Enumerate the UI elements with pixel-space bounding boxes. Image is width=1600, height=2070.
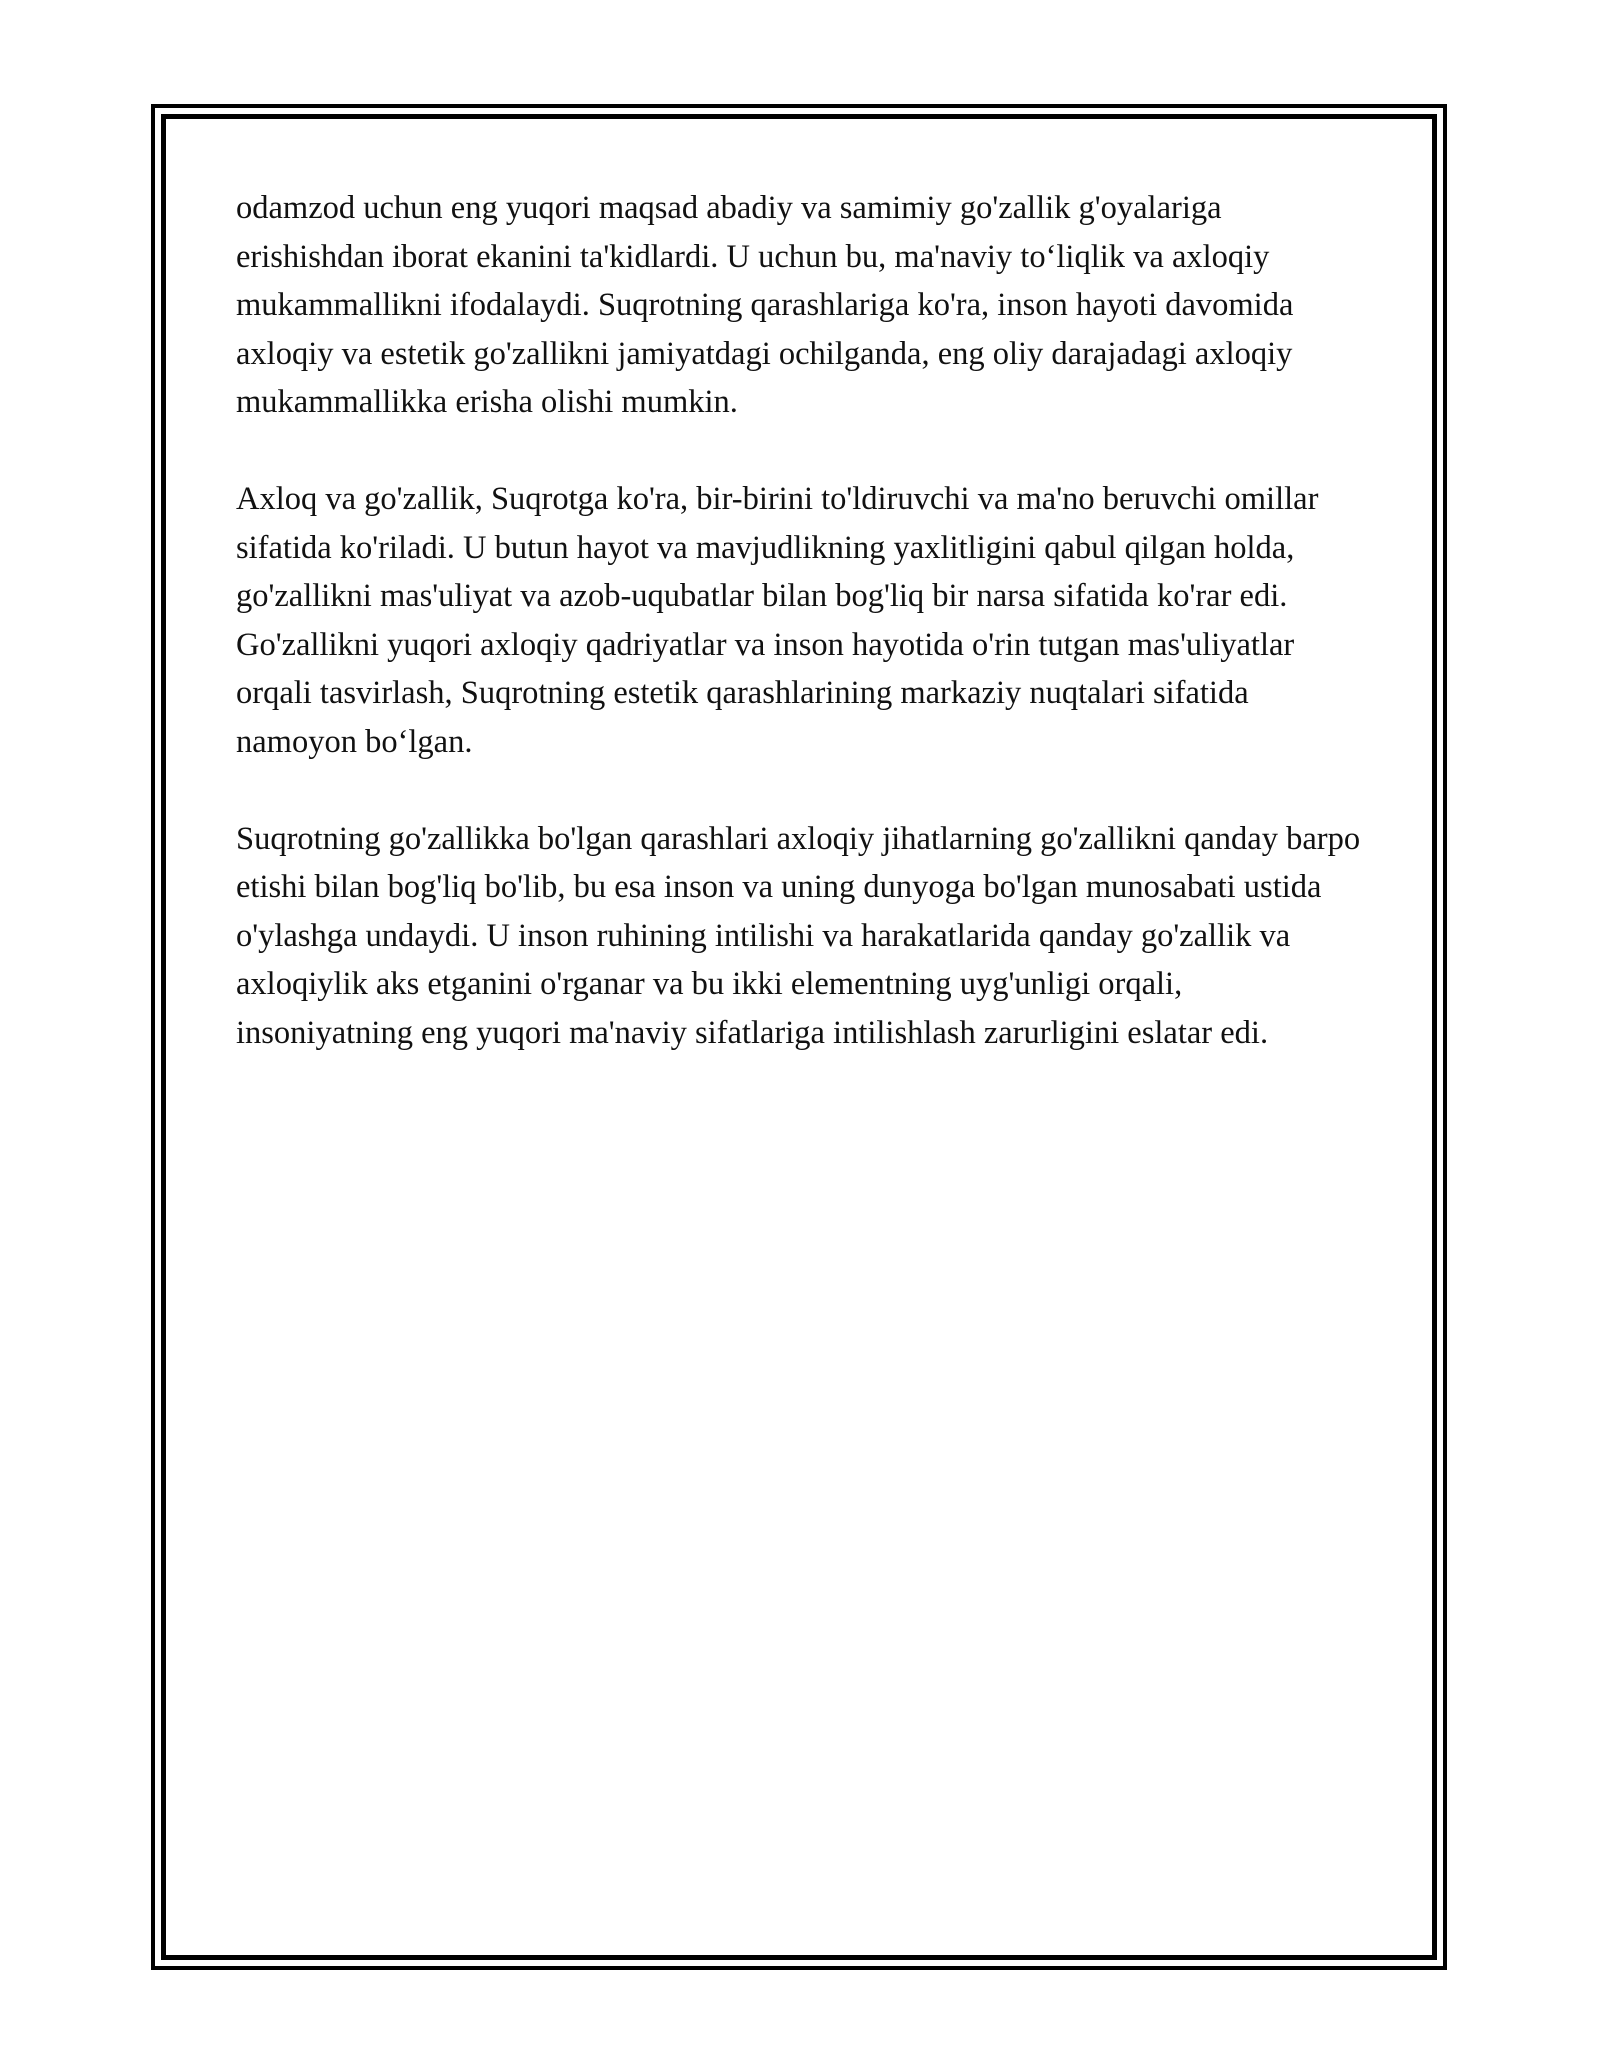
document-body (236, 184, 1366, 1106)
paragraph-2: Axloq va go'zallik, Suqrotga ko'ra, bir-birini to'ldiruvchi va ma'no beruvchi omillar sifatida ko'riladi. U butun hayot va mavjudlikning yaxlitligini qabul qilgan holda, go'zallikni mas'uliyat va azob-uqubatlar bilan bog'liq bir narsa sifatida ko'rar edi. Go'zallikni yuqori axloqiy qadriyatlar va inson hayotida o'rin tutgan mas'uliyatlar orqali tasvirlash, Suqrotning estetik qarashlarining markaziy nuqtalari sifatida namoyon bo‘lgan. (236, 481, 1319, 760)
paragraph-1: odamzod uchun eng yuqori maqsad abadiy va samimiy go'zallik g'oyalariga erishishdan iborat ekanini ta'kidlardi. U uchun bu, ma'naviy to‘liqlik va axloqiy mukammallikni ifodalaydi. Suqrotning qarashlariga ko'ra, inson hayoti davomida axloqiy va estetik go'zallikni jamiyatdagi ochilganda, eng oliy darajadagi axloqiy mukammallikka erisha olishi mumkin. (236, 190, 1294, 420)
paragraph-3: Suqrotning go'zallikka bo'lgan qarashlari axloqiy jihatlarning go'zallikni qanday barpo etishi bilan bog'liq bo'lib, bu esa inson va uning dunyoga bo'lgan munosabati ustida o'ylashga undaydi. U inson ruhining intilishi va harakatlarida qanday go'zallik va axloqiylik aks etganini o'rganar va bu ikki elementning uyg'unligi orqali, insoniyatning eng yuqori ma'naviy sifatlariga intilishlash zarurligini eslatar edi. (236, 820, 1361, 1051)
